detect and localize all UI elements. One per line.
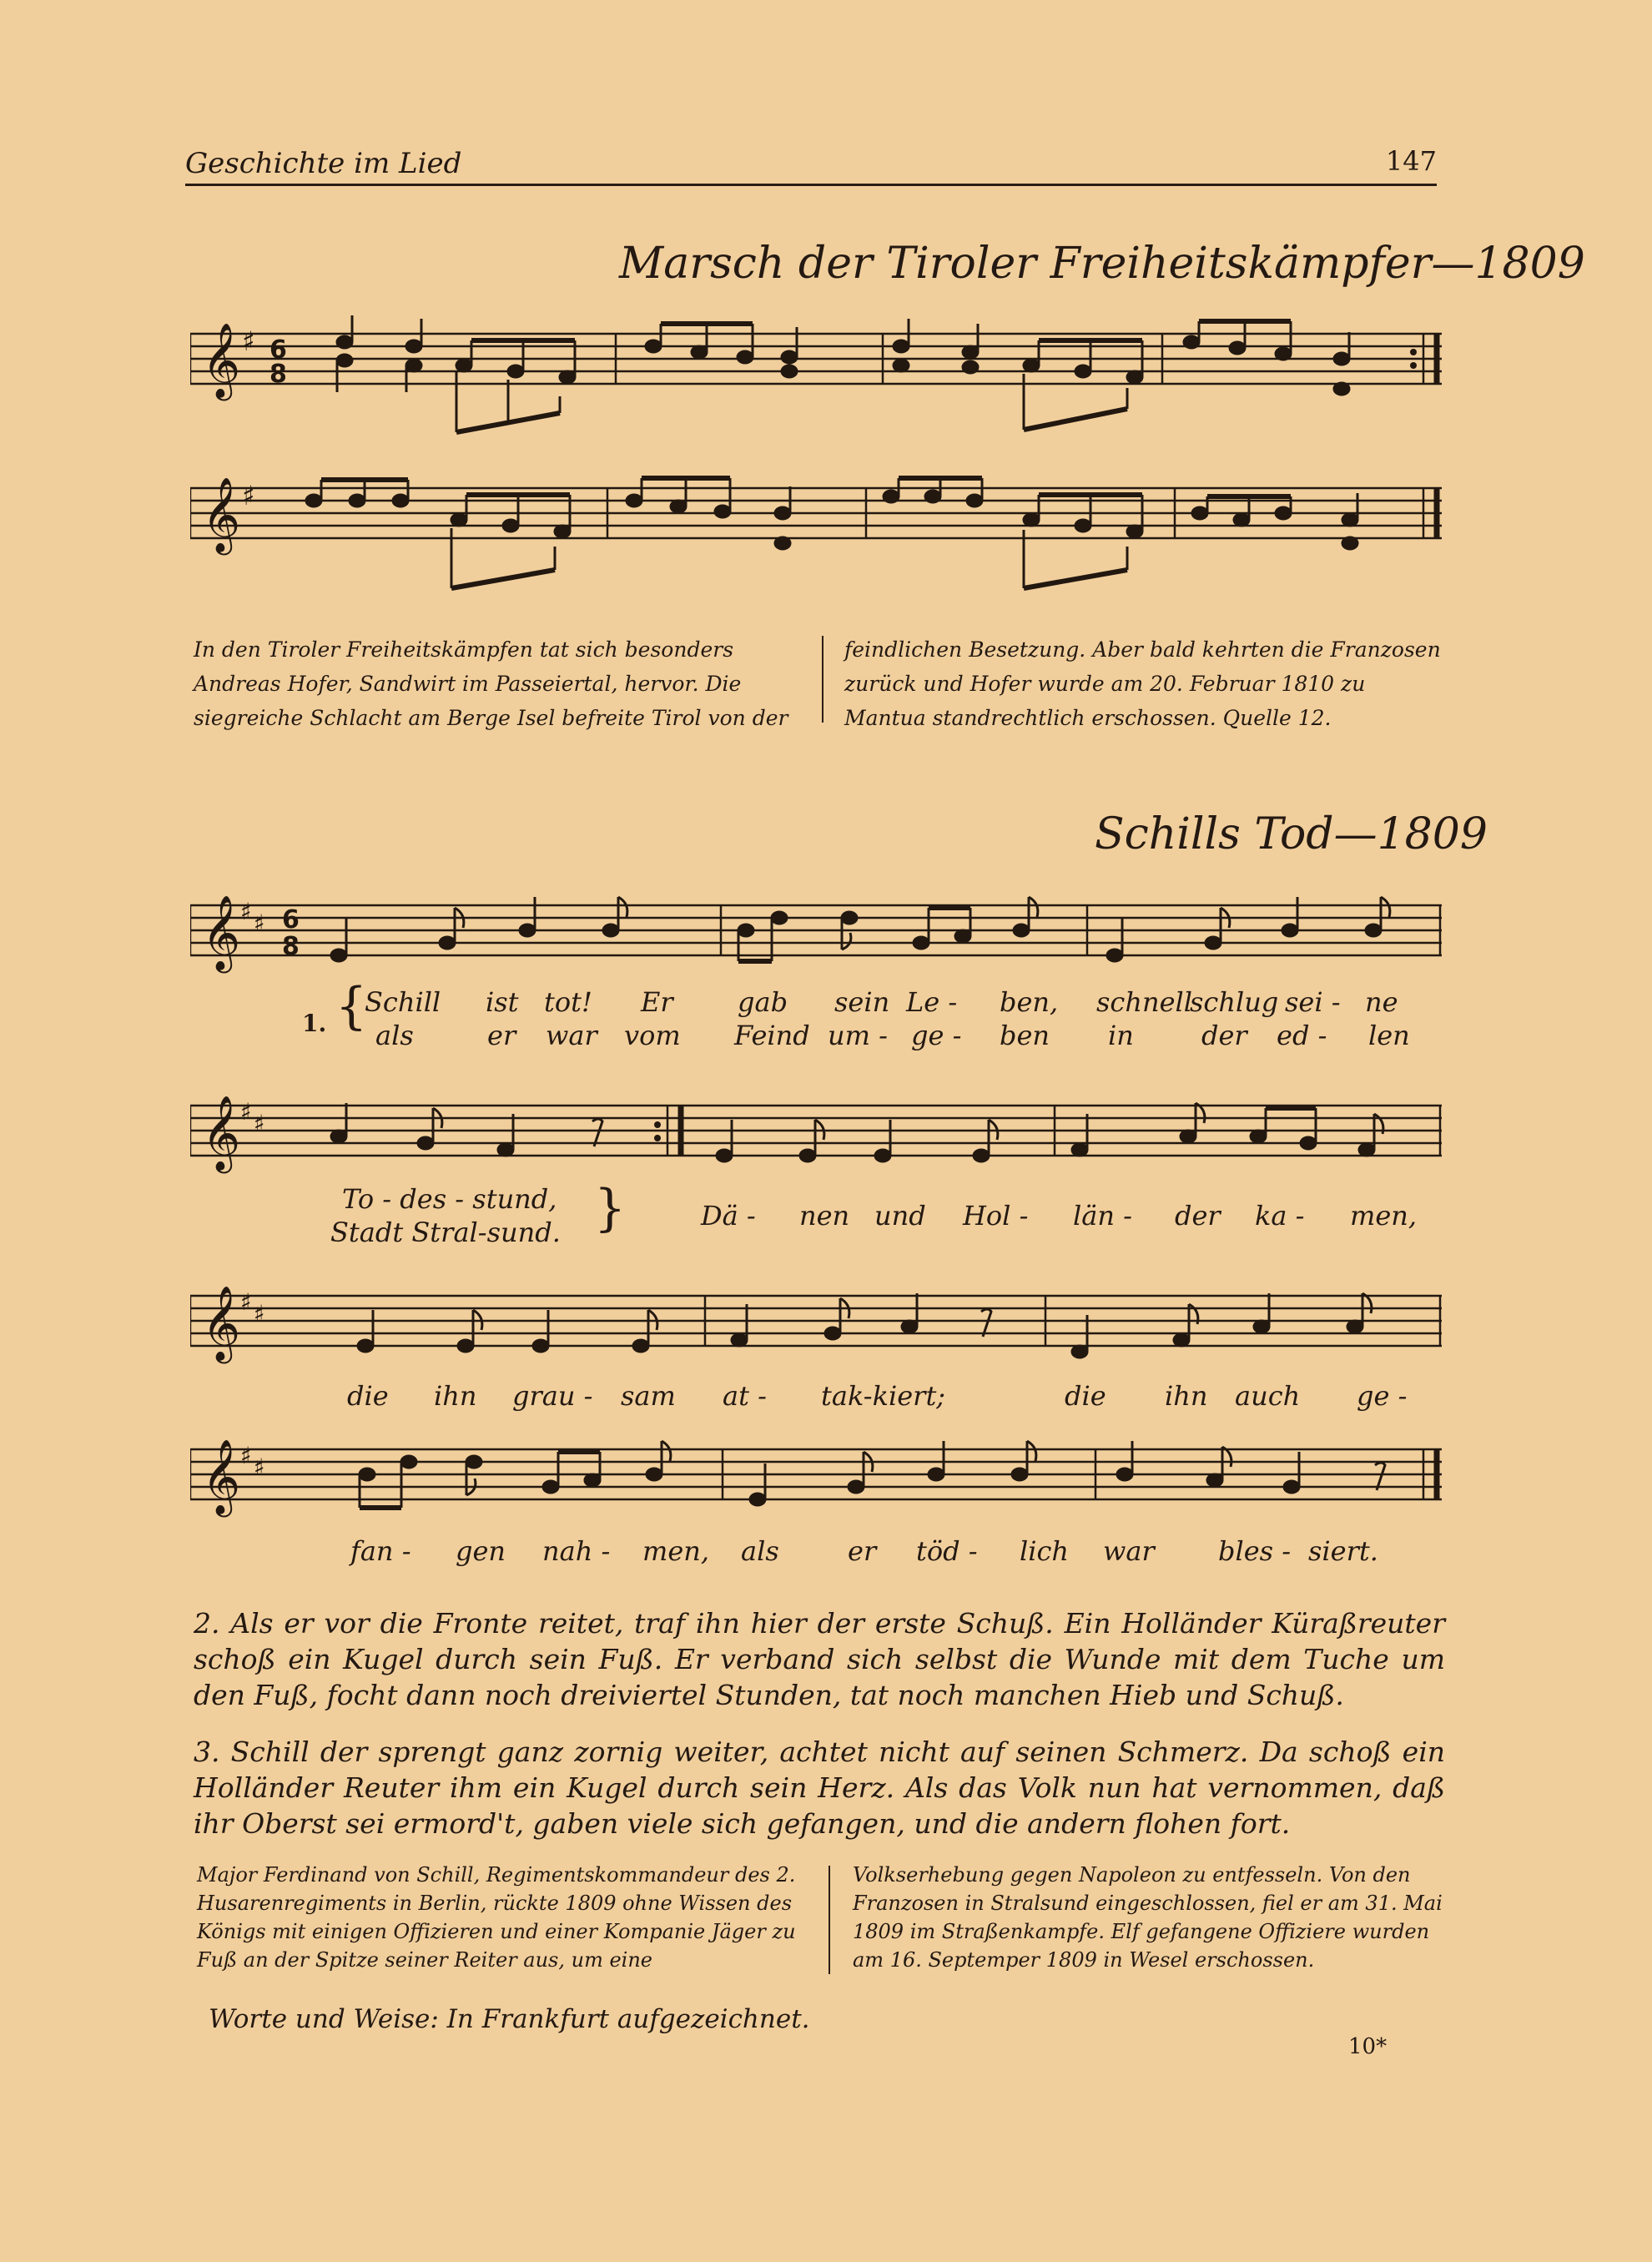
song1-note-right: feindlichen Besetzung. Aber bald kehrten die Franzosen zurück und Hofer wurde am 20. Februar 1810 zu Mantua standrechtlich erschossen. Quelle 12. bbox=[844, 637, 1441, 730]
lyric-syllable: Feind bbox=[734, 1020, 810, 1051]
lyric-syllable: ist bbox=[486, 986, 519, 1018]
lyric-syllable: war bbox=[546, 1020, 597, 1051]
verse-brace: } bbox=[594, 1179, 627, 1237]
lyric-syllable: ihn bbox=[1165, 1380, 1208, 1412]
song1-staff-1 bbox=[190, 309, 1442, 451]
svg-text:♯: ♯ bbox=[254, 1453, 265, 1481]
lyric-syllable: als bbox=[741, 1535, 779, 1567]
song2-staff-2 bbox=[190, 1085, 1442, 1185]
song2-staff-4 bbox=[190, 1428, 1442, 1537]
song1-staff-2 bbox=[190, 463, 1442, 605]
lyric-syllable: war bbox=[1103, 1535, 1155, 1567]
song1-note-left: In den Tiroler Freiheitskämpfen tat sich besonders Andreas Hofer, Sandwirt im Passeiertal, hervor. Die siegreiche Schlacht am Berge Isel befreite Tirol von der bbox=[194, 637, 788, 730]
lyric-syllable: fan - bbox=[350, 1535, 411, 1567]
svg-text:6: 6 bbox=[269, 335, 287, 365]
song2-title: Schills Tod—1809 bbox=[1095, 809, 1488, 859]
svg-text:♯: ♯ bbox=[254, 909, 265, 937]
svg-text:𝄞: 𝄞 bbox=[202, 1286, 241, 1361]
lyric-syllable: ne bbox=[1365, 986, 1398, 1018]
lyric-syllable: Hol - bbox=[963, 1200, 1029, 1232]
lyric-syllable: Er bbox=[641, 986, 673, 1018]
svg-text:𝄞: 𝄞 bbox=[202, 1439, 241, 1514]
lyric-syllable: vom bbox=[624, 1020, 681, 1051]
lyric-syllable: um - bbox=[828, 1020, 888, 1051]
signature-mark: 10* bbox=[1348, 2034, 1388, 2059]
svg-text:6: 6 bbox=[282, 905, 300, 935]
lyric-syllable: Schill bbox=[365, 986, 441, 1018]
column-divider bbox=[829, 1866, 830, 1974]
lyric-syllable: ben, bbox=[1000, 986, 1059, 1018]
lyric-syllable: gab bbox=[738, 986, 788, 1018]
lyric-syllable: ed - bbox=[1277, 1020, 1327, 1051]
verse-3: 3. Schill der sprengt ganz zornig weiter, achtet nicht auf seinen Schmerz. Da schoß ein Holländer Reuter ihm ein Kugel durch sein Herz. Als das Volk nun hat vernommen, daß ihr Oberst sei ermord't, gaben viele sich gefangen, und die andern flohen fort. bbox=[194, 1736, 1445, 1840]
lyric-syllable: töd - bbox=[916, 1535, 978, 1567]
running-title: Geschichte im Lied bbox=[185, 147, 462, 180]
page-number: 147 bbox=[1385, 145, 1437, 177]
lyric-syllable: sein bbox=[834, 986, 890, 1018]
lyric-syllable: und bbox=[874, 1200, 926, 1232]
lyric-syllable: der bbox=[1175, 1200, 1221, 1232]
lyric-syllable: ihn bbox=[434, 1380, 477, 1412]
lyric-syllable: sei - bbox=[1285, 986, 1341, 1018]
column-divider bbox=[822, 636, 823, 723]
lyric-syllable: men, bbox=[642, 1535, 710, 1567]
lyric-syllable: lich bbox=[1020, 1535, 1069, 1567]
lyric-syllable: län - bbox=[1073, 1200, 1132, 1232]
svg-text:♯: ♯ bbox=[240, 1442, 252, 1469]
lyric-syllable: len bbox=[1368, 1020, 1410, 1051]
lyric-syllable: als bbox=[375, 1020, 414, 1051]
song2-lyric-line2b: Stadt Stral-sund. bbox=[330, 1217, 561, 1248]
lyric-syllable: gen bbox=[456, 1535, 506, 1567]
song1-title: Marsch der Tiroler Freiheitskämpfer—1809 bbox=[619, 239, 1585, 289]
lyric-syllable: grau - bbox=[512, 1380, 593, 1412]
verse-2: 2. Als er vor die Fronte reitet, traf ihn hier der erste Schuß. Ein Holländer Küraßreuter schoß ein Kugel durch sein Fuß. Er verband sich selbst die Wunde mit dem Tuche um den Fuß, focht dann noch dreiviertel Stunden, tat noch manchen Hieb und Schuß. bbox=[194, 1607, 1445, 1711]
lyric-syllable: er bbox=[848, 1535, 877, 1567]
lyric-syllable: ka - bbox=[1255, 1200, 1305, 1232]
lyric-syllable: ben bbox=[1000, 1020, 1050, 1051]
svg-text:♯: ♯ bbox=[254, 1300, 265, 1327]
svg-text:8: 8 bbox=[269, 360, 287, 389]
verse-brace: { bbox=[335, 977, 368, 1035]
running-header bbox=[185, 142, 1437, 186]
lyric-syllable: schnell bbox=[1096, 986, 1192, 1018]
svg-text:8: 8 bbox=[282, 932, 300, 961]
svg-text:𝄞: 𝄞 bbox=[202, 895, 241, 970]
lyric-syllable: Le - bbox=[906, 986, 958, 1018]
lyric-syllable: bles - bbox=[1218, 1535, 1292, 1567]
svg-text:𝄞: 𝄞 bbox=[202, 1096, 241, 1171]
song2-credit: Worte und Weise: In Frankfurt aufgezeichnet. bbox=[209, 2004, 810, 2034]
svg-text:♯: ♯ bbox=[254, 1110, 265, 1137]
svg-text:♯: ♯ bbox=[242, 325, 255, 357]
song2-lyric-line2a: To - des - stund, bbox=[342, 1183, 557, 1215]
lyric-syllable: er bbox=[487, 1020, 516, 1051]
lyric-syllable: Dä - bbox=[701, 1200, 756, 1232]
lyric-syllable: tot! bbox=[544, 986, 592, 1018]
svg-text:𝄞: 𝄞 bbox=[202, 477, 241, 552]
lyric-syllable: siert. bbox=[1308, 1535, 1378, 1567]
song2-note-left: Major Ferdinand von Schill, Regimentskommandeur des 2. Husarenregiments in Berlin, rückte 1809 ohne Wissen des Königs mit einigen Offizieren und einer Kompanie Jäger zu Fuß an der Spitze seiner Reiter aus, um eine bbox=[197, 1863, 796, 1972]
svg-text:𝄞: 𝄞 bbox=[202, 323, 241, 398]
song2-staff-3 bbox=[190, 1275, 1442, 1375]
svg-text:♯: ♯ bbox=[242, 480, 255, 511]
song2-note-right: Volkserhebung gegen Napoleon zu entfesseln. Von den Franzosen in Stralsund eingeschlossen, fiel er am 31. Mai 1809 im Straßenkampfe. Elf gefangene Offiziere wurden am 16. Septemper 1809 in Wesel erschossen. bbox=[853, 1863, 1443, 1972]
lyric-syllable: die bbox=[1065, 1380, 1106, 1412]
verse-number: 1. bbox=[302, 1010, 327, 1037]
lyric-syllable: ge - bbox=[911, 1020, 962, 1051]
lyric-syllable: sam bbox=[621, 1380, 676, 1412]
song2-staff-1 bbox=[190, 884, 1442, 985]
lyric-syllable: auch bbox=[1235, 1380, 1301, 1412]
lyric-syllable: tak-kiert; bbox=[821, 1380, 946, 1412]
lyric-syllable: at - bbox=[723, 1380, 767, 1412]
lyric-syllable: schlug bbox=[1190, 986, 1279, 1018]
svg-text:♯: ♯ bbox=[240, 898, 252, 925]
lyric-syllable: men, bbox=[1350, 1200, 1418, 1232]
lyric-syllable: nah - bbox=[542, 1535, 611, 1567]
lyric-syllable: die bbox=[347, 1380, 389, 1412]
lyric-syllable: nen bbox=[799, 1200, 850, 1232]
lyric-syllable: in bbox=[1108, 1020, 1134, 1051]
lyric-syllable: ge - bbox=[1357, 1380, 1408, 1412]
svg-text:♯: ♯ bbox=[240, 1098, 252, 1126]
svg-text:♯: ♯ bbox=[240, 1288, 252, 1316]
lyric-syllable: der bbox=[1201, 1020, 1247, 1051]
